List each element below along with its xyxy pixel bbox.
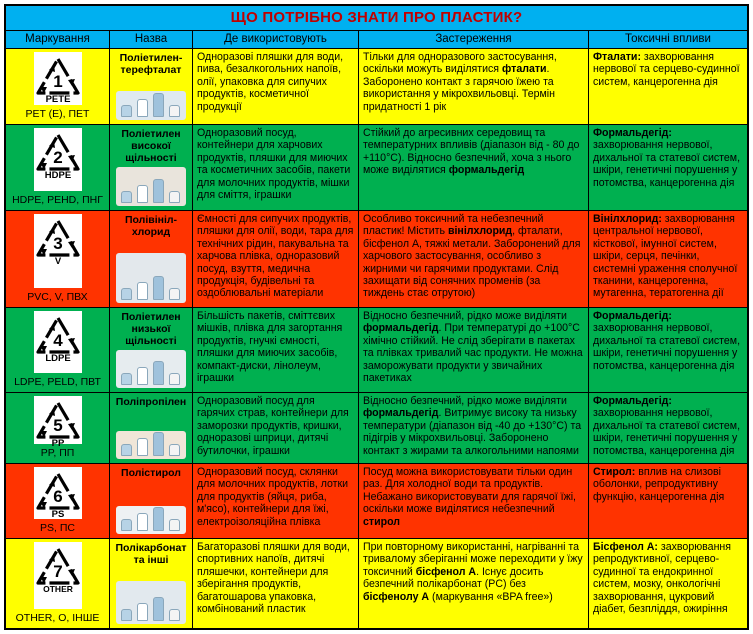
product-shape — [121, 519, 132, 531]
product-shape — [153, 507, 164, 531]
text-fragment: . При температурі до +100°С хімічно стійкий. Не слід зберігати в пакетах та плівках тривалий час продукти. Не можна заморожувати продукти у звичайних пакетиках — [363, 322, 583, 385]
toxic-effects-text: захворювання репродуктивної, серцево-судинної та ендокринної систем, мозку, онкологічні захворювання, цукровий діабет, безпліддя, ожиріння — [593, 541, 732, 616]
text-fragment: Стійкий до агресивних середовищ та температурних впливів (діапазон від - 80 до +110°С). Відносно безпечний, хоча з нього може виділятися — [363, 127, 580, 177]
resin-code-number: 7 — [53, 562, 63, 581]
resin-code-label: PETE — [45, 94, 71, 105]
warning-cell — [359, 539, 588, 628]
toxic-effects-text: вплив на слизові оболонки, репродуктивну функцію, канцерогенна дія — [593, 466, 725, 503]
marking-symbol — [34, 52, 82, 105]
resin-code-label: OTHER — [43, 584, 73, 594]
product-shape — [121, 288, 132, 300]
marking-cell — [6, 539, 109, 628]
product-shape — [169, 191, 180, 203]
text-fragment: . Витримує високу та низьку температури (діапазон від -40 до +130°С) та підігрів у мікрохвильовці. Заборонено контакт з жирами та алкогольними напоями — [363, 407, 582, 457]
resin-code-number: 2 — [53, 148, 63, 167]
resin-code-label: HDPE — [44, 170, 72, 181]
text-fragment: Особливо токсичний та небезпечний пластик! Містить — [363, 213, 544, 238]
plastic-name: Полістирол — [121, 467, 181, 479]
toxic-effects-text: захворювання нервової, дихальної та статевої систем, шкіри, генетичні порушення у потомства, канцерогенна дія — [593, 139, 741, 189]
marking-abbreviations: PS, ПС — [40, 522, 75, 534]
recycle-triangle-icon — [35, 471, 81, 511]
column-header: Маркування — [6, 31, 109, 48]
column-header: Назва — [110, 31, 192, 48]
marking-abbreviations: PVC, V, ПВХ — [27, 291, 88, 303]
highlighted-substance: формальдегід — [448, 164, 525, 177]
product-shape — [153, 597, 164, 621]
highlighted-substance: бісфенол А — [415, 565, 477, 578]
product-photo — [116, 167, 186, 206]
product-shape — [169, 105, 180, 117]
toxic-substance: Формальдегід: — [593, 127, 672, 139]
plastic-name: Полікарбонат та інші — [115, 542, 187, 566]
marking-cell — [6, 464, 109, 538]
toxic-effects-text: захворювання нервової, дихальної та статевої систем, шкіри, генетичні порушення у потомства, канцерогенна дія — [593, 407, 741, 457]
marking-cell — [6, 125, 109, 210]
product-shape — [153, 361, 164, 385]
highlighted-substance: формальдегід — [363, 322, 439, 335]
text-fragment: . Заборонено контакт з гарячою їжею та використання у мікрохвильовці. Термін придатності 1 рік — [363, 63, 555, 113]
highlighted-substance: стирол — [363, 515, 401, 528]
resin-code-number: 4 — [53, 331, 63, 350]
toxic-substance: Вінілхлорид: — [593, 213, 662, 225]
product-shape — [137, 282, 148, 300]
recycle-triangle-icon — [35, 218, 81, 258]
resin-code-number: 3 — [53, 234, 63, 253]
toxic-substance: Стирол: — [593, 466, 636, 478]
plastic-name-cell — [110, 49, 192, 124]
plastic-name: Поліетилен високої щільності — [121, 128, 181, 164]
resin-code-label: PP — [51, 438, 65, 449]
product-shape — [121, 105, 132, 117]
product-shape — [169, 609, 180, 621]
product-photo — [116, 581, 186, 624]
plastic-name-cell — [110, 211, 192, 307]
toxic-effects-cell — [589, 539, 747, 628]
toxic-effects-text: захворювання нервової, дихальної та статевої систем, шкіри, генетичні порушення у потомства, канцерогенна дія — [593, 322, 741, 372]
product-shape — [137, 185, 148, 203]
highlighted-substance: вінілхлорид — [447, 225, 513, 238]
product-shape — [169, 288, 180, 300]
product-shape — [169, 444, 180, 456]
warning-cell — [359, 308, 588, 392]
recycle-triangle-icon — [35, 400, 81, 440]
toxic-effects-text: захворювання нервової та серцево-судинної систем, канцерогенна дія — [593, 51, 740, 88]
plastic-name-cell — [110, 125, 192, 210]
toxic-substance: Фталати: — [593, 51, 641, 63]
product-photo — [116, 253, 186, 303]
warning-cell — [359, 49, 588, 124]
usage-cell: Одноразовий посуд, контейнери для харчових продуктів, пляшки для миючих та косметичних засобів, пакети для молочних продуктів, мішки для сміття, іграшки — [193, 125, 358, 210]
highlighted-substance: фталати — [502, 63, 547, 76]
column-header: Застереження — [359, 31, 588, 48]
text-fragment: Відносно безпечний, рідко може виділяти — [363, 310, 567, 322]
highlighted-substance: бісфенолу А — [363, 590, 430, 603]
marking-cell — [6, 308, 109, 392]
marking-abbreviations: HDPE, PEHD, ПНГ — [12, 194, 103, 206]
marking-cell — [6, 393, 109, 463]
product-shape — [137, 513, 148, 531]
text-fragment: , фталати, бісфенол А, тяжкі метали. Заборонений для харчового застосування, особливо з жирними чи гарячими продуктами. Слід захищати від сонячних променів (за тиждень стає отрутою) — [363, 225, 581, 300]
text-fragment: Посуд можна використовувати тільки один раз. Для холодної води та продуктів. Небажано використовувати для гарячої їжі, оскільки може виділятися небезпечний — [363, 466, 576, 516]
recycle-triangle-icon — [35, 546, 81, 586]
resin-code-label: PS — [51, 509, 65, 520]
recycle-triangle-icon — [35, 315, 81, 355]
column-header: Де використовують — [193, 31, 358, 48]
product-shape — [121, 609, 132, 621]
recycle-triangle-icon — [35, 56, 81, 96]
marking-symbol — [34, 128, 82, 191]
marking-cell — [6, 49, 109, 124]
plastic-name: Поліпропілен — [115, 396, 187, 408]
resin-code-label: LDPE — [45, 353, 71, 364]
product-photo — [116, 91, 186, 120]
product-shape — [153, 276, 164, 300]
column-header: Токсичні впливи — [589, 31, 747, 48]
toxic-substance: Формальдегід: — [593, 310, 672, 322]
resin-code-number: 6 — [53, 487, 63, 506]
marking-abbreviations: OTHER, O, ІНШЕ — [15, 612, 100, 624]
plastic-name-cell — [110, 393, 192, 463]
toxic-effects-text: захворювання центральної нервової, кісткової, імунної систем, шкіри, серця, печінки, системні ураження сполучної тканини, канцерогенна, мутагенна, тератогенна дії — [593, 213, 738, 300]
product-shape — [121, 191, 132, 203]
marking-abbreviations: PP, ПП — [40, 447, 75, 459]
marking-abbreviations: LDPE, PELD, ПВТ — [14, 376, 101, 388]
marking-symbol — [34, 467, 82, 519]
toxic-substance: Формальдегід: — [593, 395, 672, 407]
warning-cell — [359, 125, 588, 210]
usage-cell: Багаторазові пляшки для води, спортивних напоїв, дитячі пляшечки, контейнери для зберігання продуктів, багатошарова упаковка, комбінований пластик — [193, 539, 358, 628]
usage-cell: Більшість пакетів, сміттєвих мішків, плівка для загортання продуктів, гнучкі ємності, пляшки для миючих засобів, компакт-диски, лінолеум, іграшки — [193, 308, 358, 392]
marking-symbol — [34, 311, 82, 373]
toxic-effects-cell — [589, 49, 747, 124]
warning-cell — [359, 393, 588, 463]
toxic-substance: Бісфенол А: — [593, 541, 658, 553]
product-shape — [137, 438, 148, 456]
product-shape — [153, 93, 164, 117]
usage-cell: Одноразовий посуд, склянки для молочних продуктів, лотки для продуктів (яйця, риба, м'ясо), контейнери для їжі, електроізоляційна плівка — [193, 464, 358, 538]
toxic-effects-cell — [589, 464, 747, 538]
highlighted-substance: формальдегід — [363, 407, 439, 420]
text-fragment: Відносно безпечний, рідко може виділяти — [363, 395, 567, 407]
text-fragment: (маркування «BPA free») — [429, 590, 553, 603]
marking-symbol — [34, 396, 82, 449]
marking-symbol — [34, 542, 82, 609]
plastic-info-table — [4, 4, 749, 630]
product-photo — [116, 350, 186, 388]
product-shape — [121, 444, 132, 456]
plastic-name: Поліетилен низької щільності — [121, 311, 181, 347]
warning-cell — [359, 211, 588, 307]
plastic-name-cell — [110, 464, 192, 538]
product-shape — [153, 179, 164, 203]
product-shape — [121, 373, 132, 385]
plastic-name: Полівініл-хлорид — [124, 214, 178, 238]
product-photo — [116, 506, 186, 534]
product-photo — [116, 431, 186, 459]
plastic-name-cell — [110, 539, 192, 628]
resin-code-number: 5 — [53, 416, 63, 435]
product-shape — [137, 603, 148, 621]
resin-code-number: 1 — [53, 72, 63, 91]
recycle-triangle-icon — [35, 132, 81, 172]
page-title: ЩО ПОТРІБНО ЗНАТИ ПРО ПЛАСТИК? — [6, 6, 747, 30]
marking-abbreviations: PET (E), ПЕТ — [25, 108, 90, 120]
text-fragment: . Існує досить безпечний полікарбонат (PC) без — [363, 565, 544, 591]
usage-cell: Ємності для сипучих продуктів, пляшки для олії, води, тара для технічних рідин, пакувальна та харчова плівка, одноразовий посуд, взуття, медична продукція, будівельні та оздоблювальні матеріали — [193, 211, 358, 307]
text-fragment: При повторному використанні, нагріванні та тривалому зберіганні може переходити у їжу токсичний — [363, 541, 583, 578]
usage-cell: Одноразовий посуд для гарячих страв, контейнери для заморозки продуктів, кришки, одноразові шприци, дитячі бутилочки, іграшки — [193, 393, 358, 463]
product-shape — [153, 432, 164, 456]
product-shape — [137, 367, 148, 385]
marking-symbol — [34, 214, 82, 288]
marking-cell — [6, 211, 109, 307]
warning-cell — [359, 464, 588, 538]
product-shape — [137, 99, 148, 117]
toxic-effects-cell — [589, 211, 747, 307]
toxic-effects-cell — [589, 125, 747, 210]
product-shape — [169, 373, 180, 385]
plastic-name-cell — [110, 308, 192, 392]
text-fragment: Тільки для одноразового застосування, оскільки можуть виділятися — [363, 51, 557, 76]
product-shape — [169, 519, 180, 531]
usage-cell: Одноразові пляшки для води, пива, безалкогольних напоїв, олії, упаковка для сипучих продуктів, косметичної продукції — [193, 49, 358, 124]
toxic-effects-cell — [589, 393, 747, 463]
toxic-effects-cell — [589, 308, 747, 392]
plastic-name: Поліетилен-терефталат — [119, 52, 183, 76]
resin-code-label: V — [54, 256, 62, 267]
